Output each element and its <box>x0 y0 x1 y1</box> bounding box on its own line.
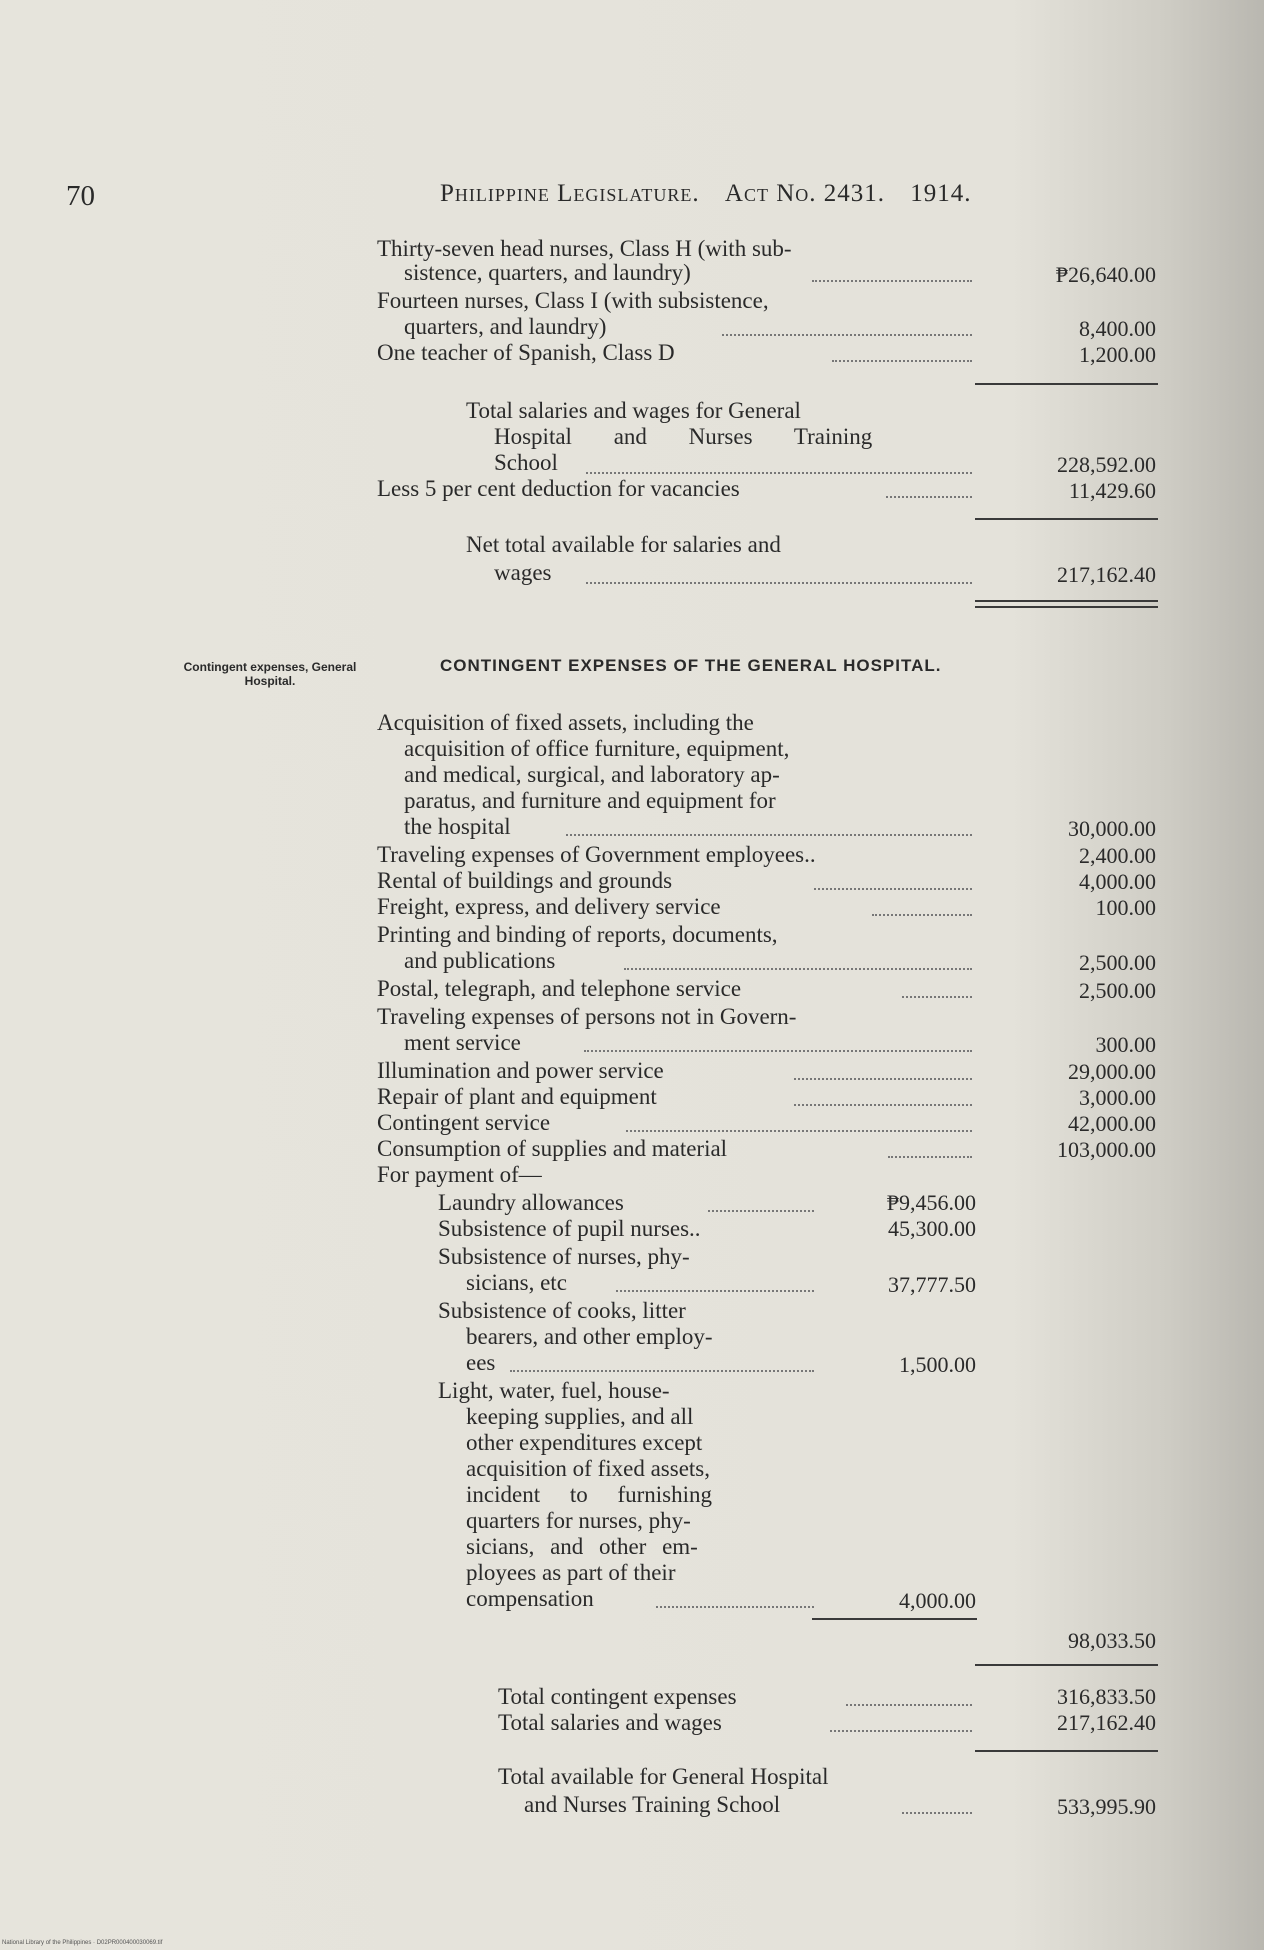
sum-rule <box>975 518 1158 520</box>
leader-dots <box>566 834 972 836</box>
expense-line: Traveling expenses of Government employees.. <box>377 842 816 867</box>
sum-rule <box>975 383 1158 385</box>
salary-amount: 1,200.00 <box>1079 342 1156 367</box>
net-total-amount: 217,162.40 <box>1057 562 1156 587</box>
leader-dots <box>814 888 972 890</box>
leader-dots <box>888 1156 972 1158</box>
expense-amount: 2,500.00 <box>1079 978 1156 1003</box>
payment-line: keeping supplies, and all <box>466 1404 694 1429</box>
scan-footer: National Library of the Philippines · D02PR000400030069.tif <box>2 1940 163 1946</box>
header-year: 1914. <box>910 180 972 207</box>
payment-line: ees <box>466 1350 496 1375</box>
leader-dots <box>616 1290 814 1292</box>
leader-dots <box>812 280 972 282</box>
grand-total-line: Total available for General Hospital <box>498 1764 829 1789</box>
expense-line: and medical, surgical, and laboratory ap- <box>404 762 780 787</box>
expense-line: paratus, and furniture and equipment for <box>404 788 776 813</box>
expense-line: acquisition of office furniture, equipment, <box>404 736 790 761</box>
expense-line: Printing and binding of reports, documents, <box>377 922 778 947</box>
payment-amount: ₱9,456.00 <box>886 1190 976 1215</box>
expense-amount: 300.00 <box>1095 1032 1156 1057</box>
expense-amount: 103,000.00 <box>1057 1137 1156 1162</box>
leader-dots <box>830 1730 972 1732</box>
leader-dots <box>902 1812 972 1814</box>
payment-subtotal: 98,033.50 <box>1068 1628 1156 1653</box>
salary-amount: 8,400.00 <box>1079 316 1156 341</box>
leader-dots <box>902 996 972 998</box>
salary-total-line: School <box>494 450 558 475</box>
total-amount: 217,162.40 <box>1057 1710 1156 1735</box>
payment-amount: 4,000.00 <box>899 1588 976 1613</box>
total-line: Total salaries and wages <box>498 1710 722 1735</box>
payment-amount: 37,777.50 <box>888 1272 976 1297</box>
leader-dots <box>626 1130 972 1132</box>
payment-line: acquisition of fixed assets, <box>466 1456 711 1481</box>
sum-rule <box>975 1750 1158 1752</box>
salary-amount: 228,592.00 <box>1057 452 1156 477</box>
leader-dots <box>832 360 972 362</box>
expense-line: Acquisition of fixed assets, including the <box>377 710 754 735</box>
leader-dots <box>708 1210 814 1212</box>
expense-line: and publications <box>404 948 556 973</box>
payment-line: other expenditures except <box>466 1430 703 1455</box>
running-header <box>440 180 972 208</box>
payment-line: Subsistence of pupil nurses.. <box>438 1216 701 1241</box>
expense-amount: 2,400.00 <box>1079 843 1156 868</box>
payment-line: sicians, etc <box>466 1270 567 1295</box>
payment-line: bearers, and other employ- <box>466 1324 713 1349</box>
salary-line: Less 5 per cent deduction for vacancies <box>377 476 740 501</box>
leader-dots <box>722 334 972 336</box>
leader-dots <box>872 914 972 916</box>
expense-line: ment service <box>404 1030 521 1055</box>
leader-dots <box>794 1104 972 1106</box>
payment-line: Subsistence of cooks, litter <box>438 1298 686 1323</box>
grand-total-amount: 533,995.90 <box>1057 1794 1156 1819</box>
expense-line: Illumination and power service <box>377 1058 664 1083</box>
leader-dots <box>586 472 972 474</box>
act-number: Act No. 2431. <box>724 180 886 207</box>
leader-dots <box>846 1704 972 1706</box>
salary-line: One teacher of Spanish, Class D <box>377 340 675 365</box>
net-total-line: wages <box>494 560 552 585</box>
salary-total-line: Hospital and Nurses Training <box>494 424 873 449</box>
leader-dots <box>586 582 972 584</box>
payment-line: ployees as part of their <box>466 1560 676 1585</box>
expense-line: Rental of buildings and grounds <box>377 868 673 893</box>
payment-line: Light, water, fuel, house- <box>438 1378 670 1403</box>
expense-amount: 42,000.00 <box>1068 1111 1156 1136</box>
payment-line: compensation <box>466 1586 594 1611</box>
margin-note: Contingent expenses, General Hospital. <box>183 660 357 688</box>
salary-line: sistence, quarters, and laundry) <box>404 260 691 285</box>
expense-amount: 100.00 <box>1095 895 1156 920</box>
leader-dots <box>510 1370 814 1372</box>
payment-amount: 1,500.00 <box>899 1352 976 1377</box>
leader-dots <box>886 496 972 498</box>
expense-line: the hospital <box>404 814 511 839</box>
salary-line: Fourteen nurses, Class I (with subsistence, <box>377 288 769 313</box>
expense-line: Consumption of supplies and material <box>377 1136 728 1161</box>
salary-line: quarters, and laundry) <box>404 314 607 339</box>
payment-line: sicians, and other em- <box>466 1534 698 1559</box>
salary-amount: 11,429.60 <box>1068 478 1156 503</box>
salary-line: Thirty-seven head nurses, Class H (with sub- <box>377 236 792 261</box>
expense-amount: 2,500.00 <box>1079 950 1156 975</box>
total-line: Total contingent expenses <box>498 1684 737 1709</box>
expense-amount: 4,000.00 <box>1079 869 1156 894</box>
expense-line: Contingent service <box>377 1110 551 1135</box>
page-number: 70 <box>66 180 95 212</box>
double-rule <box>975 600 1158 608</box>
payment-line: quarters for nurses, phy- <box>466 1508 691 1533</box>
salary-amount: ₱26,640.00 <box>1055 262 1156 287</box>
salary-total-line: Total salaries and wages for General <box>466 398 801 423</box>
leader-dots <box>624 968 972 970</box>
leader-dots <box>794 1078 972 1080</box>
leader-dots <box>656 1606 814 1608</box>
payment-line: incident to furnishing <box>466 1482 713 1507</box>
expense-line: Freight, express, and delivery service <box>377 894 721 919</box>
expense-amount: 30,000.00 <box>1068 816 1156 841</box>
section-heading: CONTINGENT EXPENSES OF THE GENERAL HOSPITAL. <box>440 656 942 675</box>
payment-line: Subsistence of nurses, phy- <box>438 1244 690 1269</box>
expense-line: For payment of— <box>377 1162 542 1187</box>
sum-rule <box>975 1664 1158 1666</box>
expense-line: Traveling expenses of persons not in Govern- <box>377 1004 797 1029</box>
leader-dots <box>584 1050 972 1052</box>
expense-line: Repair of plant and equipment <box>377 1084 657 1109</box>
payment-line: Laundry allowances <box>438 1190 624 1215</box>
net-total-line: Net total available for salaries and <box>466 532 781 557</box>
running-title: Philippine Legislature. <box>440 180 700 207</box>
grand-total-line: and Nurses Training School <box>524 1792 781 1817</box>
payment-amount: 45,300.00 <box>888 1216 976 1241</box>
sum-rule <box>812 1618 977 1620</box>
total-amount: 316,833.50 <box>1057 1684 1156 1709</box>
expense-amount: 3,000.00 <box>1079 1085 1156 1110</box>
expense-line: Postal, telegraph, and telephone service <box>377 976 742 1001</box>
expense-amount: 29,000.00 <box>1068 1059 1156 1084</box>
